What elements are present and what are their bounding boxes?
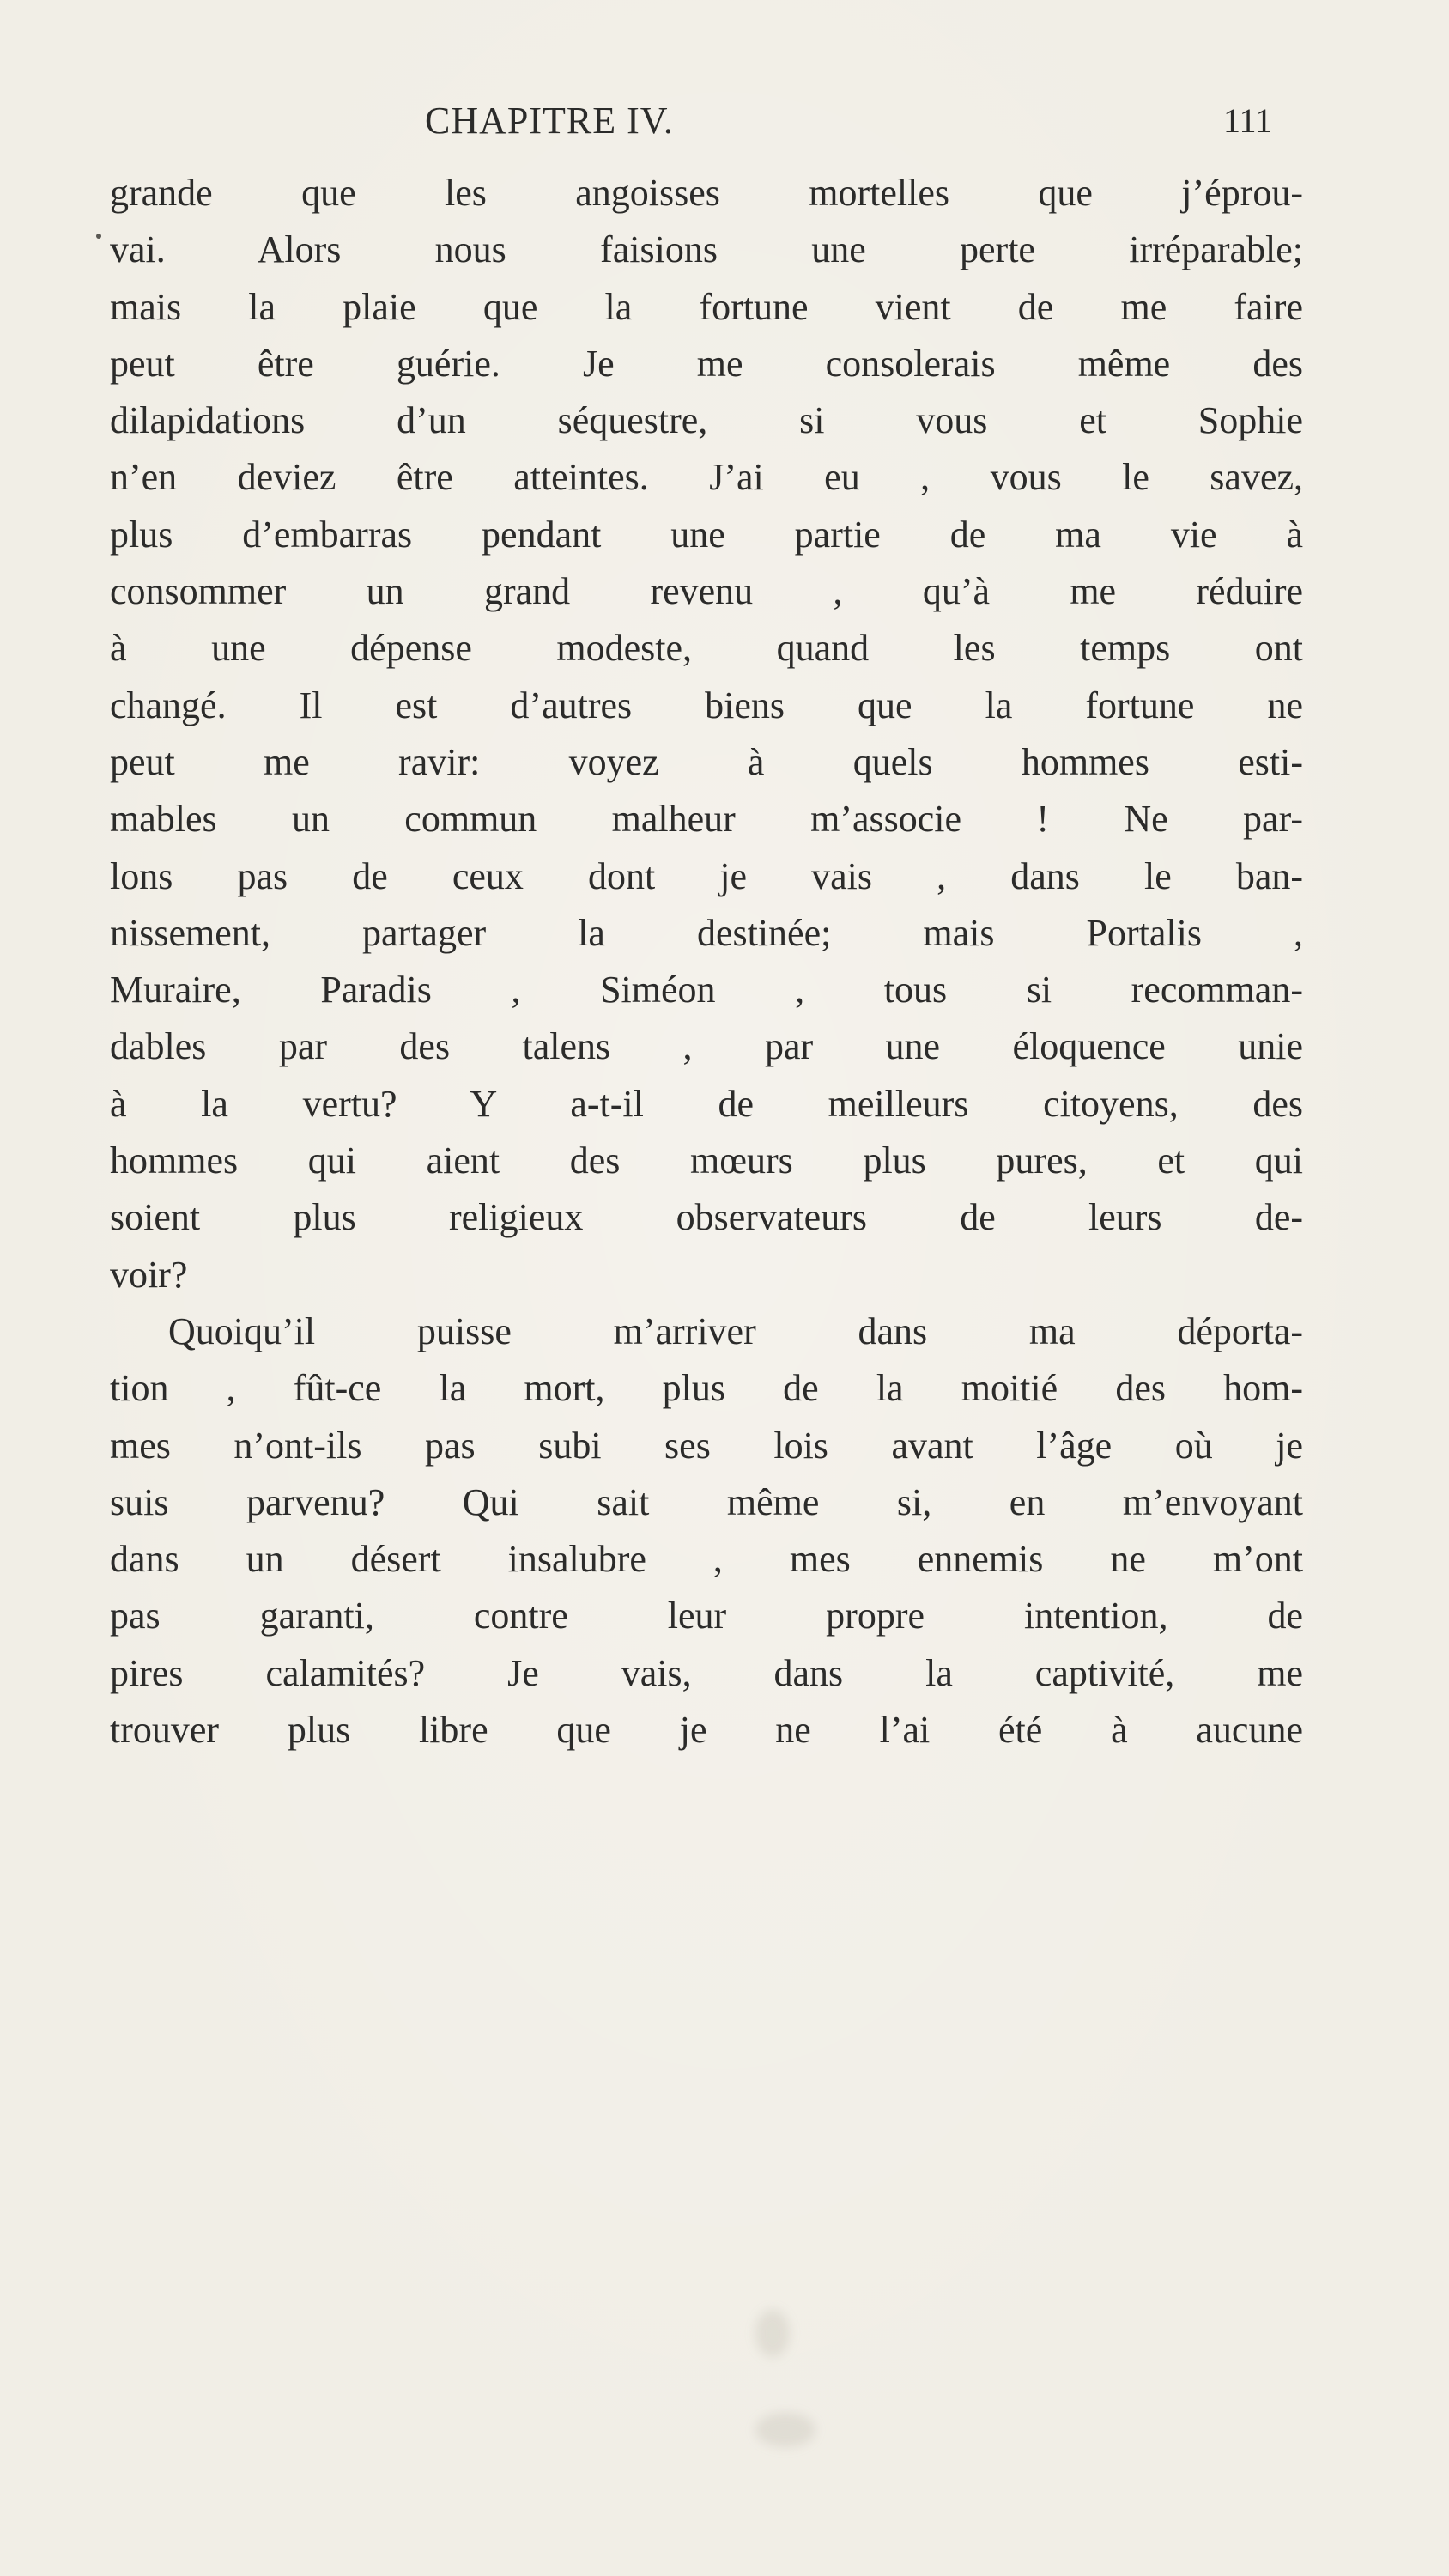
text-line: soient plus religieux observateurs de leurs de- bbox=[110, 1196, 1303, 1239]
text-line: mais la plaie que la fortune vient de me faire bbox=[110, 285, 1303, 328]
text-line: à une dépense modeste, quand les temps ont bbox=[110, 627, 1303, 670]
paper-stain bbox=[755, 2310, 790, 2357]
text-line: peut être guérie. Je me consolerais même des bbox=[110, 342, 1303, 385]
text-line: changé. Il est d’autres biens que la fortune ne bbox=[110, 683, 1303, 726]
text-line: n’en deviez être atteintes. J’ai eu , vous le savez, bbox=[110, 456, 1303, 499]
margin-mark bbox=[96, 234, 101, 239]
body-text bbox=[110, 165, 1303, 1759]
text-line: tion , fût-ce la mort, plus de la moitié des hom- bbox=[110, 1367, 1303, 1410]
text-line: pires calamités? Je vais, dans la captivité, me bbox=[110, 1651, 1303, 1694]
text-line: trouver plus libre que je ne l’ai été à aucune bbox=[110, 1709, 1303, 1752]
page-number: 111 bbox=[1223, 101, 1273, 140]
text-line: pas garanti, contre leur propre intention, de bbox=[110, 1595, 1303, 1637]
text-line: mes n’ont-ils pas subi ses lois avant l’âge où je bbox=[110, 1424, 1303, 1467]
text-line: lons pas de ceux dont je vais , dans le ban- bbox=[110, 854, 1303, 897]
chapter-title: CHAPITRE IV. bbox=[425, 100, 674, 142]
text-line: dans un désert insalubre , mes ennemis ne m’ont bbox=[110, 1538, 1303, 1581]
text-line: consommer un grand revenu , qu’à me réduire bbox=[110, 570, 1303, 613]
text-line: mables un commun malheur m’associe ! Ne par- bbox=[110, 798, 1303, 841]
text-line: hommes qui aient des mœurs plus pures, et qui bbox=[110, 1139, 1303, 1182]
text-line: vai. Alors nous faisions une perte irréparable; bbox=[110, 228, 1303, 271]
text-line: peut me ravir: voyez à quels hommes esti- bbox=[110, 740, 1303, 783]
text-line: plus d’embarras pendant une partie de ma vie à bbox=[110, 513, 1303, 556]
text-line: suis parvenu? Qui sait même si, en m’envoyant bbox=[110, 1480, 1303, 1523]
text-line: Muraire, Paradis , Siméon , tous si recomman- bbox=[110, 969, 1303, 1012]
text-line: dables par des talens , par une éloquence unie bbox=[110, 1025, 1303, 1068]
text-line: voir? bbox=[110, 1253, 188, 1296]
running-head bbox=[112, 99, 1331, 150]
text-line: Quoiqu’il puisse m’arriver dans ma déporta- bbox=[168, 1309, 1303, 1352]
text-line: à la vertu? Y a-t-il de meilleurs citoyens, des bbox=[110, 1082, 1303, 1125]
text-line: grande que les angoisses mortelles que j’éprou- bbox=[110, 172, 1303, 214]
paragraph bbox=[110, 165, 1303, 1303]
paper-stain bbox=[755, 2413, 815, 2447]
paragraph bbox=[110, 1303, 1303, 1759]
text-line: dilapidations d’un séquestre, si vous et Sophie bbox=[110, 399, 1303, 442]
text-line: nissement, partager la destinée; mais Portalis , bbox=[110, 911, 1303, 954]
